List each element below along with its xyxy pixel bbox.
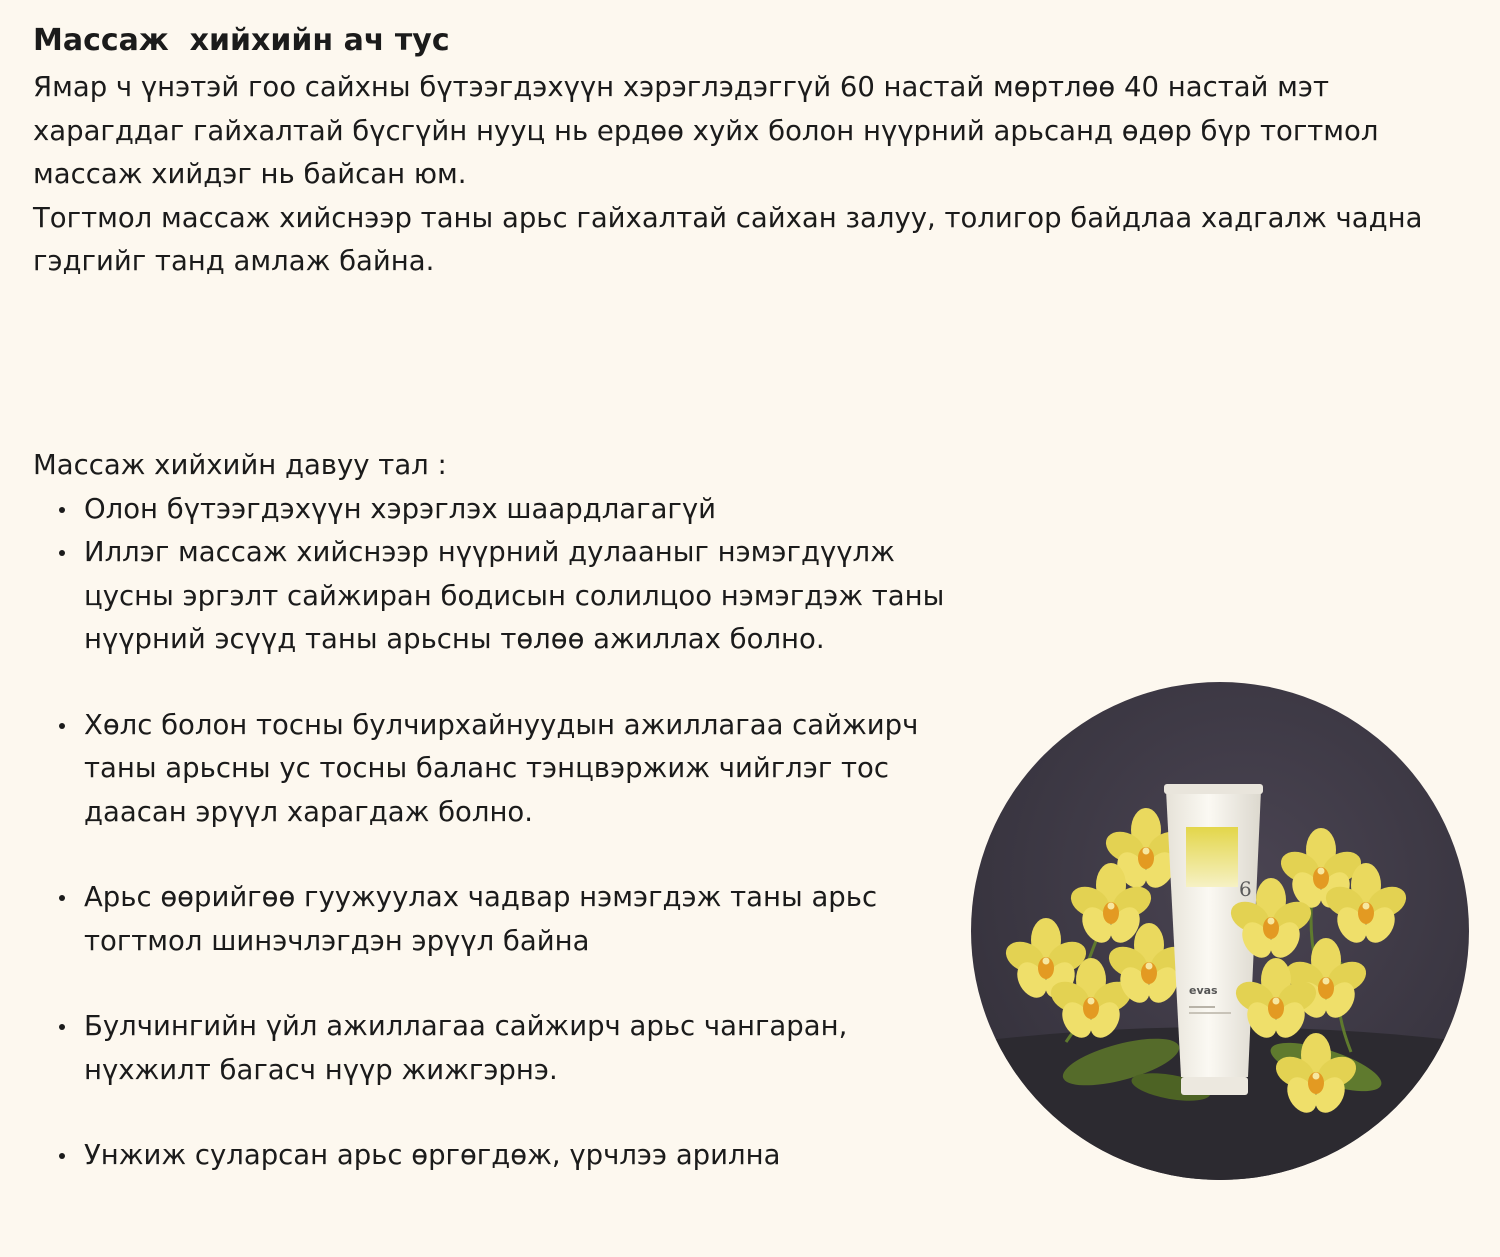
intro-text — [33, 66, 1453, 284]
list-item — [33, 488, 963, 532]
list-item-text: Булчингийн үйл ажиллагаа сайжирч арьс чангаран, нүхжилт багасч нүүр жижгэрнэ. — [84, 1010, 848, 1086]
bullet-icon — [59, 1153, 65, 1159]
benefits-list — [33, 488, 963, 1178]
list-item-text: Арьс өөрийгөө гуужуулах чадвар нэмэгдэж таны арьс тогтмол шинэчлэгдэн эрүүл байна — [84, 881, 878, 957]
text-content — [33, 16, 1453, 284]
intro-paragraph: Ямар ч үнэтэй гоо сайхны бүтээгдэхүүн хэрэглэдэггүй 60 настай мөртлөө 40 настай мэт харагддаг гайхалтай бүсгүйн нууц нь ердөө хуйх болон нүүрний арьсанд өдөр бүр тогтмол массаж хийдэг нь байсан юм. — [33, 71, 1379, 190]
benefits-section — [33, 444, 963, 1178]
list-item — [33, 1005, 963, 1092]
bullet-icon — [59, 1024, 65, 1030]
page-title: Массаж хийхийн ач тус — [33, 23, 450, 58]
list-item — [33, 876, 963, 963]
product-photo — [971, 682, 1469, 1180]
list-item — [33, 704, 963, 835]
bullet-icon — [59, 723, 65, 729]
tube-brand-logo: evas — [1189, 984, 1218, 997]
benefits-heading: Массаж хийхийн давуу тал : — [33, 449, 447, 481]
bullet-icon — [59, 895, 65, 901]
list-item-text: Унжиж суларсан арьс өргөгдөж, үрчлээ арилна — [84, 1139, 781, 1171]
bullet-icon — [59, 550, 65, 556]
intro-paragraph: Тогтмол массаж хийснээр таны арьс гайхалтай сайхан залуу, толигор байдлаа хадгалж чадна гэдгийг танд амлаж байна. — [33, 201, 1423, 277]
list-item-text: Олон бүтээгдэхүүн хэрэглэх шаардлагагүй — [84, 492, 717, 525]
list-item-text: Хөлс болон тосны булчирхайнуудын ажиллагаа сайжирч таны арьсны ус тосны баланс тэнцвэржиж чийглэг тос даасан эрүүл харагдаж болно. — [84, 708, 919, 828]
tube-label — [1186, 827, 1238, 887]
product-illustration — [971, 682, 1469, 1180]
list-item-text: Иллэг массаж хийснээр нүүрний дулааныг нэмэгдүүлж цусны эргэлт сайжиран бодисын солилцоо нэмэгдэж таны нүүрний эсүүд таны арьсны төлөө ажиллах болно. — [84, 536, 945, 655]
list-item — [33, 531, 963, 662]
list-item — [33, 1134, 963, 1178]
tube-number: 6 — [1239, 877, 1252, 901]
bullet-icon — [59, 507, 65, 513]
